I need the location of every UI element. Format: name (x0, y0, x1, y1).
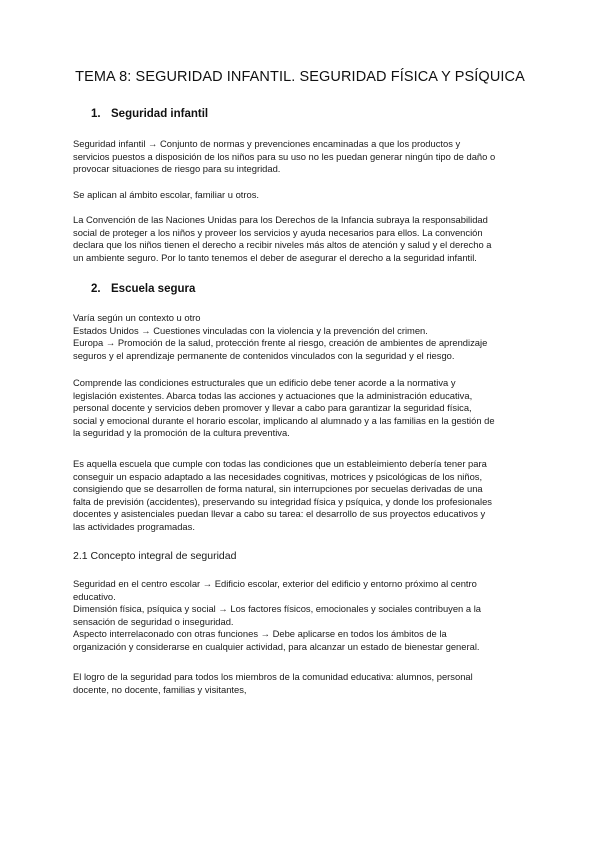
text-line: la seguridad y la promoción de la cultura preventiva. (73, 427, 290, 439)
text-line: social y emocional durante el horario escolar, implicando al alumnado y a las familias en la gestión de (73, 414, 495, 426)
text-line: Varía según un contexto u otro (73, 312, 201, 323)
section-1-heading (91, 108, 208, 120)
text-line: Estados Unidos → Cuestiones vinculadas con la violencia y la prevención del crimen. (73, 324, 428, 336)
text-line: declara que los niños tienen el derecho a recibir niveles más altos de atención y salud y el derecho a (73, 239, 492, 251)
text-line: consigiendo que se desarrollen de forma natural, sin interrupciones por secuelas derivadas de una (73, 483, 483, 495)
text-line: provocar situaciones de riesgo para su integridad. (73, 163, 281, 175)
text-line: Es aquella escuela que cumple con todas las condiciones que un estableimiento debería tener para (73, 458, 487, 469)
text-line: La Convención de las Naciones Unidas para los Derechos de la Infancia subraya la responsabilidad (73, 214, 488, 225)
text-line: Europa → Promoción de la salud, protección frente al riesgo, creación de ambientes de aprendizaje (73, 337, 488, 349)
text-line: Aspecto interrelaconado con otras funciones → Debe aplicarse en todos los ámbitos de la (73, 628, 447, 640)
subsection-2-1-paragraph-1 (73, 578, 539, 654)
text-line: Comprende las condiciones estructurales que un edificio debe tener acorde a la normativa y (73, 377, 456, 388)
text-line: organización y considerarse en cualquier actividad, para alcanzar un estado de bienestar general. (73, 640, 480, 652)
section-2-number: 2. (91, 283, 101, 295)
text-line: personal docente y servicios deben promover y llevar a cabo para garantizar la seguridad física, (73, 402, 472, 414)
section-2-title: Escuela segura (111, 283, 196, 295)
text-line: social de proteger a los niños y proveer los servicios y ayuda necesarios para ellos. La convención (73, 226, 483, 238)
section-2-paragraph-1 (73, 312, 539, 362)
section-2-paragraph-2 (73, 377, 539, 440)
text-line: conseguir un espacio adaptado a las necesidades cognitivas, motrices y psicológicas de los niños, (73, 470, 483, 482)
subsection-2-1-heading: 2.1 Concepto integral de seguridad (73, 550, 237, 562)
text-line: educativo. (73, 590, 116, 602)
text-line: El logro de la seguridad para todos los miembros de la comunidad educativa: alumnos, personal (73, 671, 473, 682)
text-line: legislación existentes. Abarca todas las acciones y actuaciones que la administración educativa, (73, 389, 473, 401)
text-line: seguros y el aprendizaje permanente de contenidos vinculados con la seguridad y el riesgo. (73, 349, 455, 361)
text-line: un ambiente seguro. Por lo tanto tenemos el deber de asegurar el derecho a la seguridad infantil. (73, 251, 477, 263)
text-line: servicios puestos a disposición de los niños para su uso no les puedan generar ningún tipo de daño o (73, 150, 496, 162)
text-line: sensación de seguridad o inseguridad. (73, 615, 234, 627)
text-line: falta de previsión (accidentes), preservando su integridad física y psíquica, y donde los profesionales (73, 495, 492, 507)
section-1-title: Seguridad infantil (111, 108, 209, 120)
text-line: Se aplican al ámbito escolar, familiar u otros. (73, 189, 260, 200)
section-1-number: 1. (91, 108, 101, 120)
section-1-paragraph-1 (73, 138, 539, 176)
document-title: TEMA 8: SEGURIDAD INFANTIL. SEGURIDAD FÍSICA Y PSÍQUICA (75, 69, 525, 85)
section-2-heading (91, 283, 195, 295)
text-line: docente, no docente, familias y visitantes, (73, 683, 247, 695)
text-line: Dimensión física, psíquica y social → Los factores físicos, emocionales y sociales contribuyen a la (73, 603, 481, 615)
subsection-2-1-paragraph-2 (73, 671, 539, 696)
section-1-paragraph-2 (73, 189, 539, 202)
text-line: Seguridad en el centro escolar → Edificio escolar, exterior del edificio y entorno próximo al centro (73, 578, 477, 589)
text-line: docentes y asistenciales puedan llevar a cabo su tarea: el desarrollo de sus proyectos educativos y (73, 508, 486, 520)
section-2-paragraph-3 (73, 458, 539, 534)
section-1-paragraph-3 (73, 214, 539, 264)
text-line: Seguridad infantil → Conjunto de normas y prevenciones encaminadas a que los productos y (73, 138, 461, 149)
text-line: las actividades programadas. (73, 520, 195, 532)
